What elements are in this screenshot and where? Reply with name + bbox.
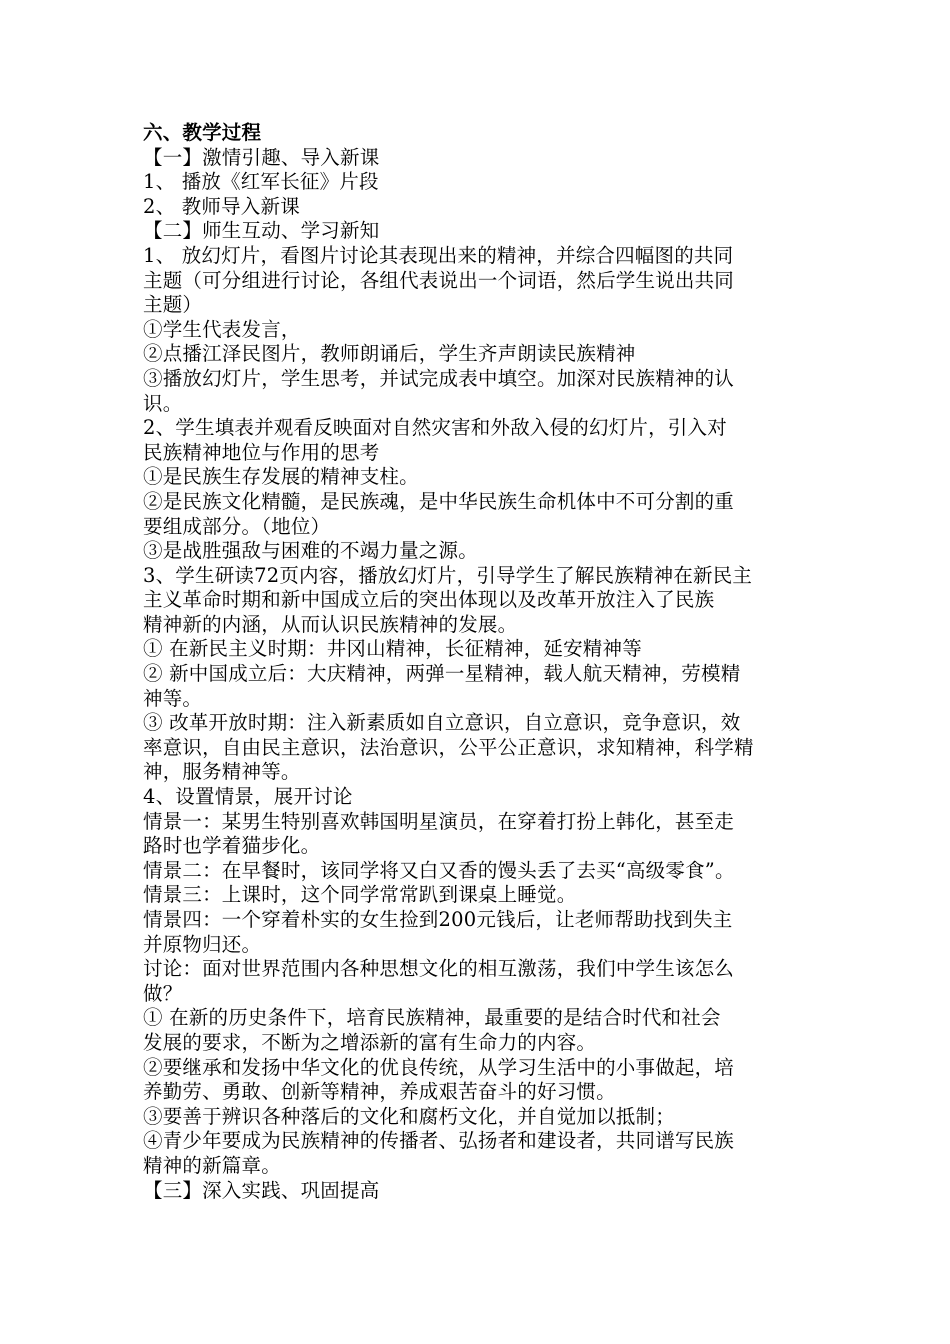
- text-line: ① 在新的历史条件下，培育民族精神，最重要的是结合时代和社会: [143, 1006, 721, 1030]
- text-line: 3、学生研读72页内容，播放幻灯片，引导学生了解民族精神在新民主: [143, 563, 753, 587]
- text-line: ③要善于辨识各种落后的文化和腐朽文化，并自觉加以抵制；: [143, 1104, 675, 1128]
- text-line: ③ 改革开放时期：注入新素质如自立意识，自立意识，竞争意识，效: [143, 711, 741, 735]
- text-line: 要组成部分。（地位）: [143, 514, 331, 538]
- text-line: 精神的新篇章。: [143, 1153, 281, 1177]
- text-line: 2、 教师导入新课: [143, 194, 300, 218]
- section-heading: 六、教学过程: [143, 121, 262, 144]
- text-line: 讨论：面对世界范围内各种思想文化的相互激荡，我们中学生该怎么: [143, 957, 735, 981]
- text-line: 主题）: [143, 293, 203, 317]
- text-line: ①学生代表发言，: [143, 317, 301, 341]
- text-line: ④青少年要成为民族精神的传播者、弘扬者和建设者，共同谱写民族: [143, 1129, 735, 1153]
- text-line: 1、 播放《红军长征》片段: [143, 170, 379, 194]
- text-line: 养勤劳、勇敢、创新等精神，养成艰苦奋斗的好习惯。: [143, 1080, 616, 1104]
- text-line: ③是战胜强敌与困难的不竭力量之源。: [143, 539, 478, 563]
- text-line: 主义革命时期和新中国成立后的突出体现以及改革开放注入了民族: [143, 588, 715, 612]
- text-line: ③播放幻灯片，学生思考，并试完成表中填空。加深对民族精神的认: [143, 366, 735, 390]
- text-line: 识。: [143, 391, 183, 415]
- text-line: 民族精神地位与作用的思考: [143, 440, 380, 464]
- text-line: 情景一：某男生特别喜欢韩国明星演员，在穿着打扮上韩化，甚至走: [143, 809, 735, 833]
- text-line: 2、学生填表并观看反映面对自然灾害和外敌入侵的幻灯片，引入对: [143, 416, 727, 440]
- text-line: 【三】深入实践、巩固提高: [143, 1178, 380, 1202]
- text-line: 路时也学着猫步化。: [143, 834, 321, 858]
- text-line: 情景四：一个穿着朴实的女生捡到200元钱后，让老师帮助找到失主: [143, 908, 733, 931]
- text-line: 主题（可分组进行讨论，各组代表说出一个词语，然后学生说出共同: [143, 268, 735, 292]
- text-line: ①是民族生存发展的精神支柱。: [143, 465, 419, 489]
- text-line: 情景三：上课时，这个同学常常趴到课桌上睡觉。: [143, 883, 577, 907]
- text-line: 率意识，自由民主意识，法治意识，公平公正意识，求知精神，科学精: [143, 735, 754, 759]
- text-line: ②要继承和发扬中华文化的优良传统，从学习生活中的小事做起，培: [143, 1055, 735, 1079]
- text-line: 【一】激情引趣、导入新课: [143, 145, 380, 169]
- text-line: 情景二：在早餐时，该同学将又白又香的馒头丢了去买“高级零食”。: [143, 858, 735, 882]
- text-line: 神，服务精神等。: [143, 760, 301, 784]
- text-line: 【二】师生互动、学习新知: [143, 219, 380, 243]
- text-line: ② 新中国成立后：大庆精神，两弹一星精神，载人航天精神，劳模精: [143, 662, 741, 686]
- document-body: [143, 121, 811, 1203]
- text-line: 并原物归还。: [143, 932, 262, 956]
- text-line: 发展的要求，不断为之增添新的富有生命力的内容。: [143, 1030, 597, 1054]
- text-line: 神等。: [143, 686, 203, 710]
- text-line: 做？: [143, 981, 183, 1005]
- text-line: ②点播江泽民图片，教师朗诵后，学生齐声朗读民族精神: [143, 342, 636, 366]
- text-line: 1、 放幻灯片，看图片讨论其表现出来的精神，并综合四幅图的共同: [143, 243, 734, 267]
- text-line: ① 在新民主义时期：井冈山精神，长征精神，延安精神等: [143, 637, 642, 661]
- text-line: ②是民族文化精髓，是民族魂，是中华民族生命机体中不可分割的重: [143, 489, 735, 513]
- text-line: 精神新的内涵，从而认识民族精神的发展。: [143, 612, 518, 636]
- text-line: 4、设置情景，展开讨论: [143, 785, 353, 809]
